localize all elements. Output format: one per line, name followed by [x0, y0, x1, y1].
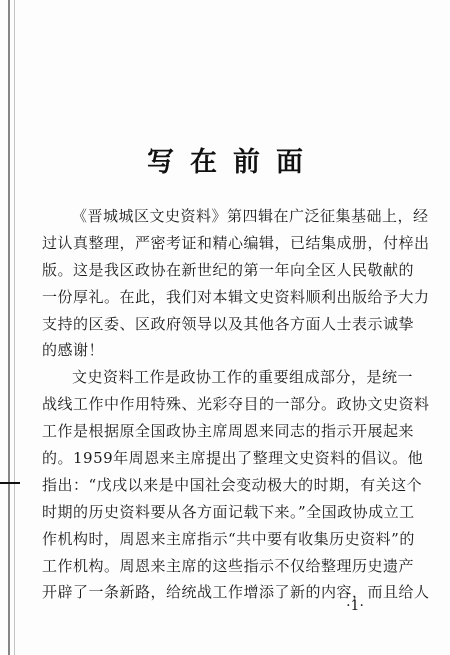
binding-edge-shadow: [14, 0, 15, 655]
text-line: 作机构时，周恩来主席指示“共中要有收集历史资料”的: [42, 529, 415, 548]
text-line: 文史资料工作是政协工作的重要组成部分，是统一: [72, 368, 414, 387]
text-line: 《晋城城区文史资料》第四辑在广泛征集基础上，经: [72, 207, 429, 225]
text-line: 战线工作中作用特殊、光彩夺目的一部分。政协文史资料: [42, 395, 430, 414]
text-line: 支持的区委、区政府领导以及其他各方面人士表示诚挚: [42, 314, 415, 333]
text-line: 工作机构。周恩来主席的这些指示不仅给整理历史遗产: [42, 556, 415, 575]
text-line: 指出：“戊戌以来是中国社会变动极大的时期，有关这个: [42, 475, 423, 494]
text-line: 的感谢！: [42, 341, 105, 360]
body-text: [42, 203, 430, 606]
page-title: 写在前面: [147, 147, 319, 178]
text-line: 工作是根据原全国政协主席周恩来同志的指示开展起来: [42, 422, 415, 441]
text-line: 版。这是我区政协在新世纪的第一年向全区人民敬献的: [42, 260, 415, 279]
text-line: 时期的历史资料要从各方面记载下来。”全国政协成立工: [42, 502, 415, 521]
text-line: 过认真整理，严密考证和精心编辑，已结集成册，付梓出: [42, 233, 430, 252]
text-line: 开辟了一条新路，给统战工作增添了新的内容，而且给人: [42, 583, 430, 602]
binding-edge: [8, 0, 10, 655]
margin-mark: [0, 482, 20, 484]
text-line: 的。1959年周恩来主席提出了整理文史资料的倡议。他: [42, 449, 424, 468]
text-line: 一份厚礼。在此，我们对本辑文史资料顺利出版给予大力: [42, 287, 430, 306]
page-number: ·1·: [346, 598, 364, 614]
